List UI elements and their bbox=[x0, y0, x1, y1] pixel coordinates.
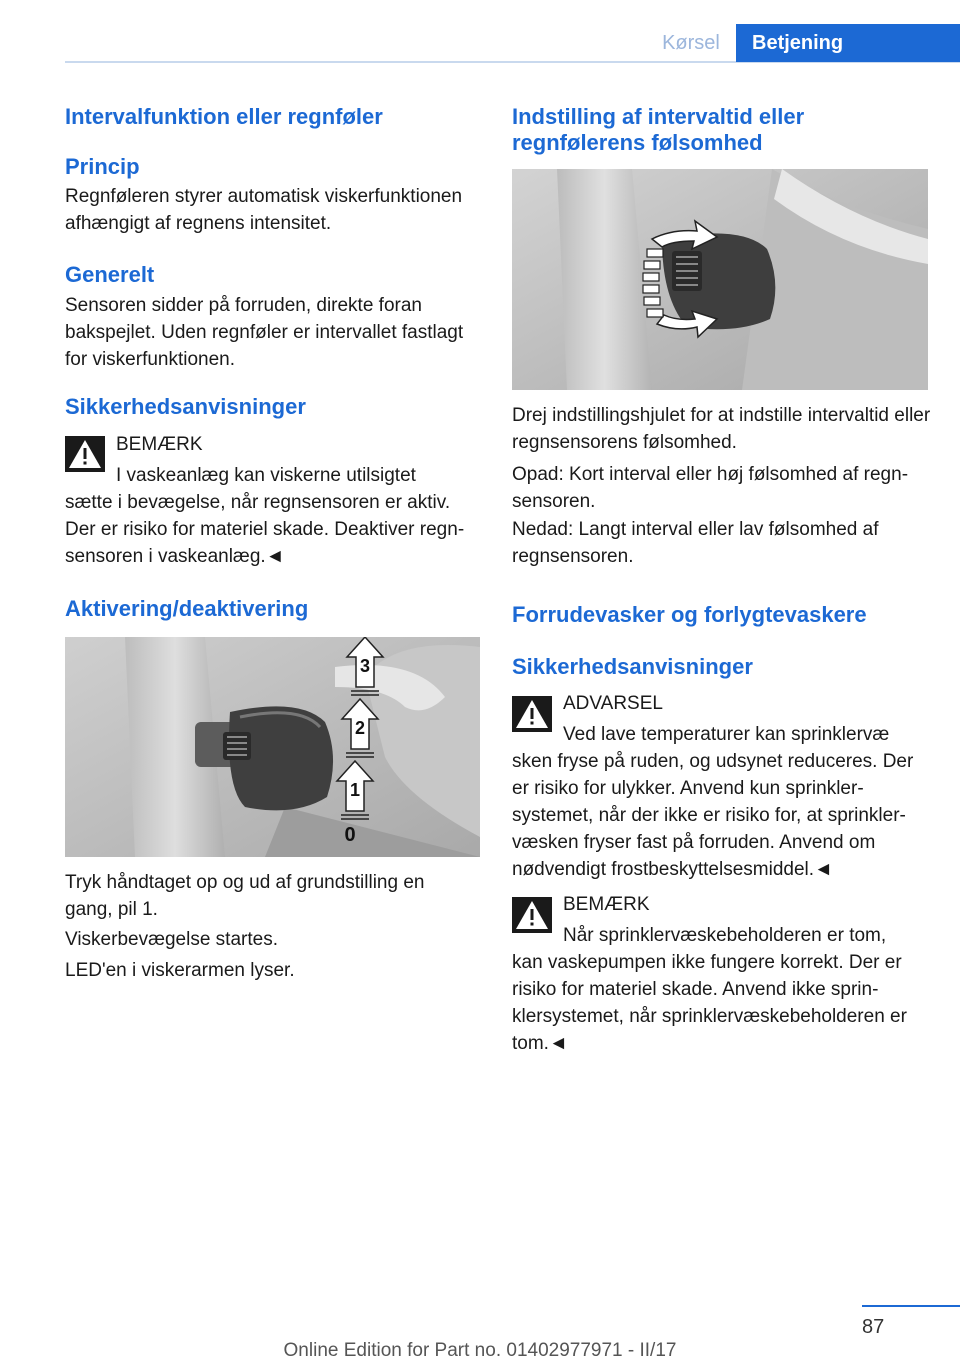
warn-label: ADVARSEL bbox=[563, 693, 663, 714]
desc-1: Drej indstillingshjulet for at indstille intervaltid eller regnsensorens følsomhed. bbox=[512, 405, 931, 453]
generelt-heading: Generelt bbox=[65, 262, 155, 287]
edition-footer: Online Edition for Part no. 01402977971 - II/17 bbox=[283, 1340, 677, 1361]
forrude-heading: Forrudevasker og forlygtevaskere bbox=[512, 602, 867, 627]
warning-triangle-icon bbox=[512, 696, 552, 732]
princip-text: Regnføleren styrer automatisk viskerfunktionen afhængigt af regnens intensitet. bbox=[65, 186, 463, 234]
tab-betjening[interactable]: Betjening bbox=[736, 24, 960, 62]
tab-korsel[interactable]: Kørsel bbox=[662, 32, 720, 54]
right-sikkerhed-heading: Sikkerhedsanvisninger bbox=[512, 654, 753, 679]
adjustment-wheel-figure bbox=[512, 169, 928, 390]
note-text-rest: sætte i bevægelse, når regnsensoren er aktiv. Der er risiko for materiel skade. Deaktiver regnsensoren i vaskeanlæg.◄ bbox=[65, 492, 465, 567]
page-number: 87 bbox=[862, 1316, 885, 1338]
note-label: BEMÆRK bbox=[116, 434, 203, 455]
warn-text-rest: sken fryse på ruden, og udsynet reduceres. Der er risiko for ulykker. Anvend kun sprinklersystemet, når der ikke er risiko for, at sprinklervæsken fryser fast på forruden. Anvend om nødvendigt frostbeskyttelsesmiddel.◄ bbox=[512, 751, 914, 880]
generelt-text: Sensoren sidder på forruden, direkte foran bakspejlet. Uden regnføler er intervallet fastlagt for viskerfunktionen. bbox=[65, 295, 464, 370]
right-title: Indstilling af intervaltid eller regnfølerens følsomhed bbox=[512, 104, 805, 155]
princip-heading: Princip bbox=[65, 154, 140, 179]
footer-rule bbox=[862, 1305, 960, 1307]
aktivering-heading: Aktivering/deaktivering bbox=[65, 596, 309, 621]
step-1: Tryk håndtaget op og ud af grundstilling en gang, pil 1. bbox=[65, 872, 425, 920]
note-text-first: I vaskeanlæg kan viskerne utilsigtet bbox=[116, 465, 416, 486]
figure-label-1: 1 bbox=[349, 780, 361, 800]
wiper-stalk-figure bbox=[65, 637, 480, 857]
figure-label-0: 0 bbox=[344, 824, 356, 846]
warning-triangle-icon bbox=[65, 436, 105, 472]
figure-label-3: 3 bbox=[359, 656, 371, 676]
step-2: Viskerbevægelse startes. bbox=[65, 929, 278, 950]
right-note-text-rest: kan vaskepumpen ikke fungere korrekt. Der er risiko for materiel skade. Anvend ikke sprinklersystemet, når sprinklervæskebeholderen er tom.◄ bbox=[512, 952, 907, 1054]
warn-text-first: Ved lave temperaturer kan sprinklervæ bbox=[563, 724, 890, 745]
figure-label-2: 2 bbox=[354, 718, 366, 738]
section-title: Intervalfunktion eller regnføler bbox=[65, 104, 383, 129]
warning-triangle-icon bbox=[512, 897, 552, 933]
sikkerhed-heading: Sikkerhedsanvisninger bbox=[65, 394, 306, 419]
right-note-text-first: Når sprinklervæskebeholderen er tom, bbox=[563, 925, 887, 946]
desc-2: Opad: Kort interval eller høj følsomhed af regnsensoren. bbox=[512, 464, 909, 512]
desc-3: Nedad: Langt interval eller lav følsomhed af regnsensoren. bbox=[512, 519, 879, 567]
right-note-label: BEMÆRK bbox=[563, 894, 650, 915]
step-3: LED'en i viskerarmen lyser. bbox=[65, 960, 295, 981]
